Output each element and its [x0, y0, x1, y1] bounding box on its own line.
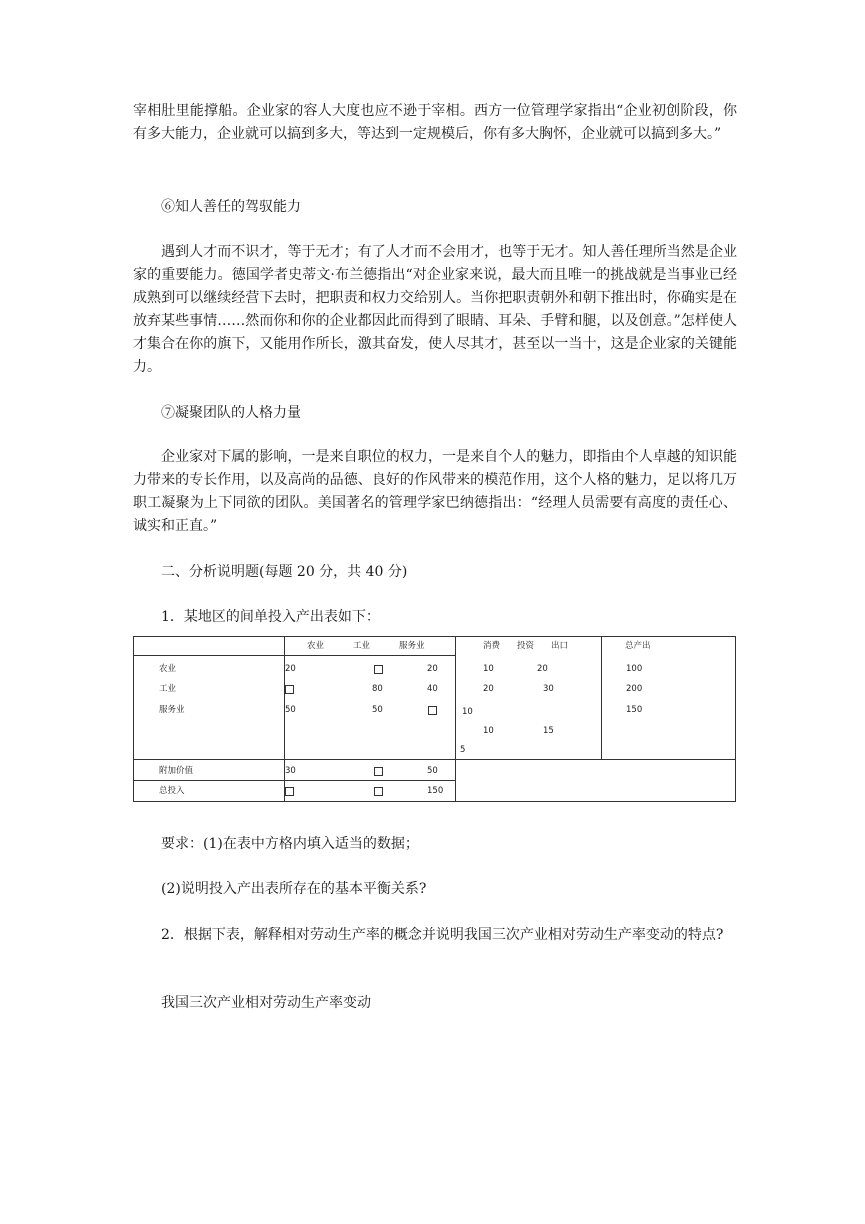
cell-value: 20	[285, 664, 296, 674]
heading-team-charisma: ⑦凝聚团队的人格力量	[161, 405, 301, 421]
input-output-table	[133, 636, 736, 802]
header-investment: 投资	[517, 641, 535, 651]
cell-value: 15	[543, 726, 554, 736]
row-label-agriculture: 农业	[159, 664, 177, 674]
heading-know-people: ⑥知人善任的驾驭能力	[161, 199, 301, 215]
cell-value: 10	[462, 707, 473, 717]
header-total-output: 总产出	[625, 641, 651, 651]
cell-value: 80	[372, 684, 383, 694]
requirement-2: (2)说明投入产出表所存在的基本平衡关系?	[161, 881, 427, 897]
paragraph-tolerance: 宰相肚里能撑船。企业家的容人大度也应不逊于宰相。西方一位管理学家指出“企业初创阶段，你有多大能力，企业就可以搞到多大，等达到一定规模后，你有多大胸怀，企业就可以搞到多大。”	[133, 103, 737, 142]
header-export: 出口	[551, 641, 569, 651]
header-industry: 工业	[353, 641, 371, 651]
blank-box	[374, 767, 383, 776]
header-agriculture: 农业	[307, 641, 325, 651]
cell-value: 30	[543, 684, 554, 694]
blank-box	[374, 665, 383, 674]
cell-value: 50	[372, 705, 383, 715]
cell-value: 50	[427, 766, 438, 776]
blank-box	[285, 787, 294, 796]
blank-box	[285, 685, 294, 694]
cell-value: 150	[427, 786, 444, 796]
row-label-services: 服务业	[159, 705, 185, 715]
cell-value: 20	[483, 684, 494, 694]
cell-value: 30	[285, 766, 296, 776]
header-services: 服务业	[399, 641, 425, 651]
cell-value: 200	[626, 684, 643, 694]
section-analysis-title: 二、分析说明题(每题 20 分，共 40 分)	[161, 564, 408, 580]
row-label-industry: 工业	[159, 684, 177, 694]
table-caption: 我国三次产业相对劳动生产率变动	[161, 995, 371, 1011]
cell-value: 20	[427, 664, 438, 674]
paragraph-team-charisma: 企业家对下属的影响，一是来自职位的权力，一是来自个人的魅力，即指由个人卓越的知识能力带来的专长作用，以及高尚的品德、良好的作风带来的模范作用，这个人格的魅力，足以将几万职工凝聚为上下同欲的团队。美国著名的管理学家巴纳德指出：“经理人员需要有高度的责任心、诚实和正直。”	[133, 449, 737, 534]
cell-value: 40	[427, 684, 438, 694]
question-1: 1．某地区的间单投入产出表如下：	[161, 609, 380, 625]
row-label-total-input: 总投入	[159, 786, 185, 796]
cell-value: 100	[626, 664, 643, 674]
blank-box	[374, 787, 383, 796]
cell-value: 10	[483, 726, 494, 736]
cell-value: 5	[460, 745, 466, 755]
paragraph-know-people: 遇到人才而不识才，等于无才；有了人才而不会用才，也等于无才。知人善任理所当然是企业家的重要能力。德国学者史蒂文·布兰德指出“对企业家来说，最大而且唯一的挑战就是当事业已经成熟到可以继续经营下去时，把职责和权力交给别人。当你把职责朝外和朝下推出时，你确实是在放弃某些事情……然而你和你的企业都因此而得到了眼睛、耳朵、手臂和腿，以及创意。”怎样使人才集合在你的旗下，又能用作所长，激其奋发，使人尽其才，甚至以一当十，这是企业家的关键能力。	[133, 244, 737, 375]
row-label-value-added: 附加价值	[159, 766, 194, 776]
blank-box	[428, 706, 437, 715]
header-consumption: 消费	[483, 641, 501, 651]
cell-value: 50	[285, 705, 296, 715]
requirement-1: 要求：(1)在表中方格内填入适当的数据；	[161, 836, 419, 852]
cell-value: 150	[626, 705, 643, 715]
cell-value: 10	[483, 664, 494, 674]
question-2: 2．根据下表，解释相对劳动生产率的概念并说明我国三次产业相对劳动生产率变动的特点?	[161, 927, 724, 943]
cell-value: 20	[537, 664, 548, 674]
